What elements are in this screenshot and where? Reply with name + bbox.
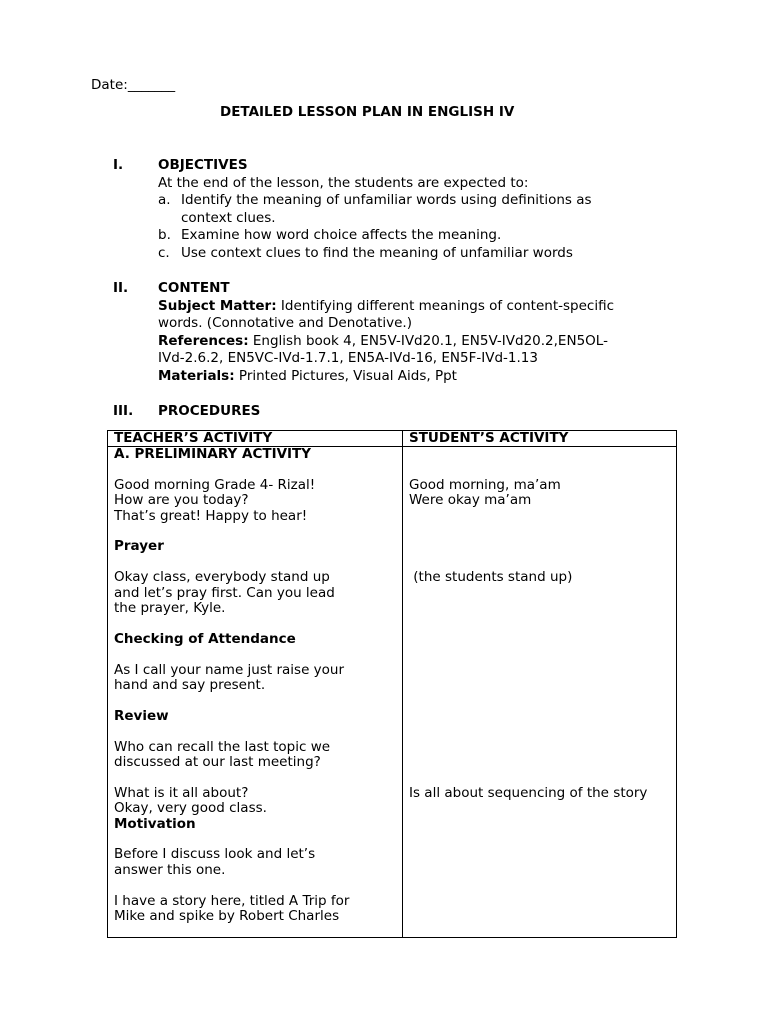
- content-number: II.: [113, 280, 129, 296]
- objective-item: [158, 192, 592, 227]
- teacher-line: Okay, very good class.: [114, 800, 267, 817]
- references-text: English book 4, EN5V-IVd20.1, EN5V-IVd20.2,EN5OL-: [248, 332, 608, 349]
- attendance-heading: Checking of Attendance: [114, 630, 296, 647]
- procedures-table: [107, 430, 677, 938]
- objective-item: [158, 227, 592, 245]
- teacher-activity-header: TEACHER’S ACTIVITY: [108, 431, 403, 447]
- objective-text: Use context clues to find the meaning of unfamiliar words: [181, 244, 573, 261]
- teacher-line: Good morning Grade 4- Rizal!: [114, 476, 316, 493]
- teacher-line: Before I discuss look and let’s: [114, 846, 316, 863]
- references-continued: IVd-2.6.2, EN5VC-IVd-1.7.1, EN5A-IVd-16, EN5F-IVd-1.13: [158, 350, 538, 366]
- teacher-line: That’s great! Happy to hear!: [114, 507, 308, 524]
- prayer-heading: Prayer: [114, 538, 164, 555]
- preliminary-heading: A. PRELIMINARY ACTIVITY: [114, 446, 312, 462]
- student-line: Is all about sequencing of the story: [409, 784, 648, 801]
- objective-text: context clues.: [181, 209, 276, 226]
- teacher-line: As I call your name just raise your: [114, 661, 345, 678]
- teacher-line: answer this one.: [114, 861, 226, 878]
- content-section: [158, 280, 614, 385]
- objectives-number: I.: [113, 157, 124, 173]
- subject-matter-label: Subject Matter:: [158, 297, 277, 314]
- teacher-line: How are you today?: [114, 492, 249, 509]
- teacher-line: Who can recall the last topic we: [114, 738, 331, 755]
- objective-letter: b.: [158, 227, 171, 243]
- references: [158, 333, 614, 351]
- teacher-activity-cell: [108, 447, 403, 938]
- student-activity-cell: [403, 447, 677, 938]
- teacher-line: hand and say present.: [114, 677, 266, 694]
- student-line: Were okay ma’am: [409, 492, 532, 509]
- student-line: (the students stand up): [409, 569, 573, 586]
- teacher-line: and let’s pray first. Can you lead: [114, 584, 335, 601]
- motivation-heading: Motivation: [114, 815, 196, 832]
- materials: [158, 368, 614, 386]
- objective-text: Identify the meaning of unfamiliar words using definitions as: [181, 192, 592, 208]
- subject-matter-text: Identifying different meanings of content-specific: [276, 297, 615, 314]
- student-line: Good morning, ma’am: [409, 476, 561, 493]
- subject-matter-continued: words. (Connotative and Denotative.): [158, 315, 412, 331]
- teacher-line: Mike and spike by Robert Charles: [114, 908, 340, 925]
- teacher-line: What is it all about?: [114, 784, 249, 801]
- objectives-title: OBJECTIVES: [158, 157, 248, 173]
- objective-item: [158, 245, 592, 263]
- teacher-line: the prayer, Kyle.: [114, 600, 226, 617]
- student-activity-header: STUDENT’S ACTIVITY: [403, 431, 677, 447]
- objectives-intro: At the end of the lesson, the students are expected to:: [158, 174, 529, 191]
- materials-label: Materials:: [158, 367, 235, 384]
- objective-letter: c.: [158, 244, 170, 261]
- materials-text: Printed Pictures, Visual Aids, Ppt: [234, 367, 457, 384]
- document-title: DETAILED LESSON PLAN IN ENGLISH IV: [220, 104, 515, 120]
- teacher-line: discussed at our last meeting?: [114, 754, 321, 771]
- subject-matter: [158, 298, 614, 316]
- procedures-number: III.: [113, 403, 134, 419]
- table-row: [108, 447, 677, 938]
- review-heading: Review: [114, 707, 169, 724]
- teacher-line: Okay class, everybody stand up: [114, 569, 330, 586]
- procedures-title: PROCEDURES: [158, 403, 261, 419]
- table-header-row: [108, 431, 677, 447]
- objective-text: Examine how word choice affects the meaning.: [181, 227, 502, 243]
- references-label: References:: [158, 332, 249, 349]
- content-title: CONTENT: [158, 280, 230, 296]
- objectives-section: [158, 157, 592, 262]
- date-label: Date:_______: [91, 77, 176, 93]
- objective-letter: a.: [158, 192, 171, 208]
- teacher-line: I have a story here, titled A Trip for: [114, 892, 350, 909]
